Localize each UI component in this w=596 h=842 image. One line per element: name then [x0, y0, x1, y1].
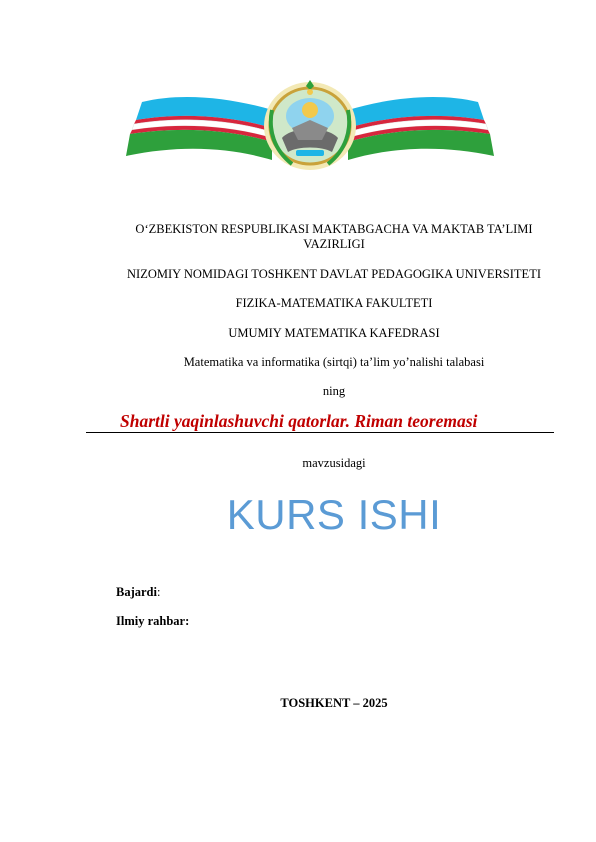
- ilmiy-rahbar-field: [116, 614, 189, 629]
- bajardi-field: [116, 585, 160, 600]
- city-year: TOSHKENT – 2025: [280, 696, 388, 710]
- ning-text: ning: [322, 384, 346, 398]
- ministry-name-line1: O‘ZBEKISTON RESPUBLIKASI MAKTABGACHA VA MAKTAB TA’LIMI: [135, 222, 533, 236]
- uzbekistan-emblem-icon: [122, 80, 498, 170]
- faculty-name: FIZIKA-MATEMATIKA FAKULTETI: [235, 296, 433, 310]
- ministry-name-line2: VAZIRLIGI: [303, 237, 365, 251]
- bajardi-colon: :: [156, 585, 161, 599]
- left-flag: [126, 97, 272, 160]
- department-name: UMUMIY MATEMATIKA KAFEDRASI: [228, 326, 440, 340]
- document-type-title: KURS ISHI: [226, 491, 442, 538]
- university-name: NIZOMIY NOMIDAGI TOSHKENT DAVLAT PEDAGOGIKA UNIVERSITETI: [127, 267, 541, 281]
- right-flag: [348, 97, 494, 160]
- mavzusidagi-text: mavzusidagi: [302, 456, 366, 470]
- study-direction: Matematika va informatika (sirtqi) ta’lim yo’nalishi talabasi: [183, 355, 485, 369]
- state-emblem-banner: [122, 80, 498, 170]
- work-topic: Shartli yaqinlashuvchi qatorlar. Riman teoremasi: [120, 411, 478, 431]
- bajardi-label: Bajardi: [116, 585, 157, 599]
- topic-underline: [86, 432, 554, 433]
- ilmiy-rahbar-label: Ilmiy rahbar:: [116, 614, 190, 628]
- emblem-seal: [264, 80, 356, 170]
